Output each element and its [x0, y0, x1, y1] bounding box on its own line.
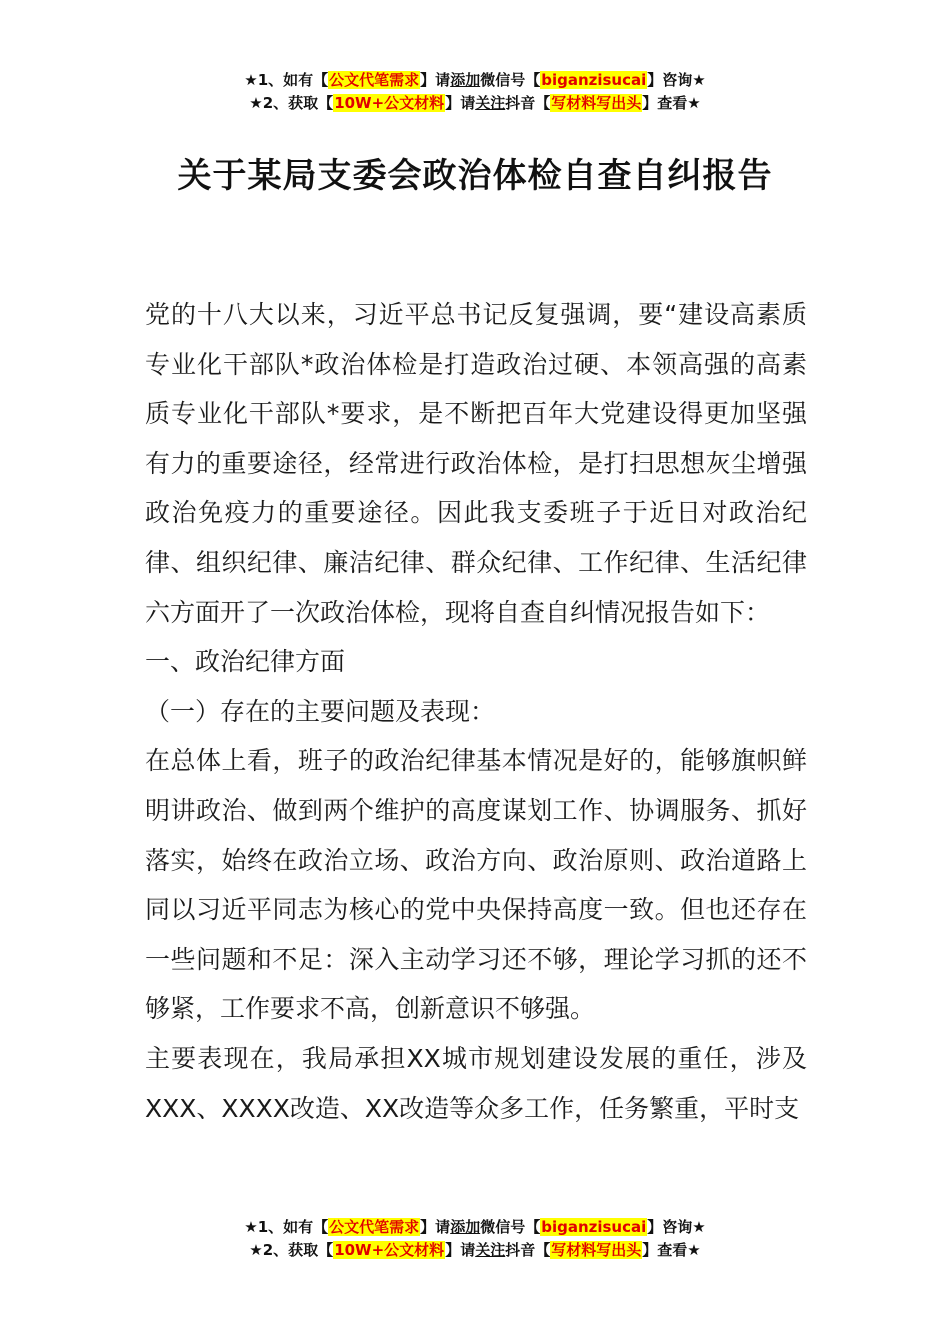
banner-text: ★2、获取【 — [249, 94, 334, 112]
section-heading: 一、政治纪律方面 — [145, 647, 346, 677]
bottom-banner — [0, 1216, 950, 1262]
banner-text: 抖音【 — [505, 94, 551, 112]
document-title: 关于某局支委会政治体检自查自纠报告 — [177, 156, 773, 196]
banner-highlight: 10W+公文材料 — [334, 1241, 445, 1259]
banner-text: 】查看★ — [642, 1241, 701, 1259]
banner-line-1 — [0, 69, 950, 92]
banner-text: 】查看★ — [642, 94, 701, 112]
paragraph: 在总体上看，班子的政治纪律基本情况是好的，能够旗帜鲜明讲政治、做到两个维护的高度谋划工作、协调服务、抓好落实，始终在政治立场、政治方向、政治原则、政治道路上同以习近平同志为核心的党中央保持高度一致。但也还存在一些问题和不足：深入主动学习还不够，理论学习抓的还不够紧，工作要求不高，创新意识不够强。 — [145, 746, 807, 1024]
banner-text: 】请 — [445, 94, 476, 112]
banner-highlight: biganzisucai — [541, 1218, 647, 1236]
document-body — [145, 290, 807, 1133]
banner-line-1 — [0, 1216, 950, 1239]
banner-underline: 关注 — [475, 1241, 506, 1259]
paragraph: 主要表现在，我局承担XX城市规划建设发展的重任，涉及XXX、XXXX改造、XX改造等众多工作，任务繁重，平时支 — [145, 1043, 807, 1123]
banner-text: 】咨询★ — [647, 1218, 706, 1236]
banner-text: ★2、获取【 — [249, 1241, 334, 1259]
banner-underline: 添加 — [450, 1218, 481, 1236]
banner-highlight: 写材料写出头 — [551, 94, 642, 112]
banner-line-2 — [0, 1239, 950, 1262]
banner-highlight: 公文代笔需求 — [329, 1218, 420, 1236]
paragraph-intro: 党的十八大以来，习近平总书记反复强调，要“建设高素质专业化干部队*政治体检是打造政治过硬、本领高强的高素质专业化干部队*要求，是不断把百年大党建设得更加坚强有力的重要途径，经常进行政治体检，是打扫思想灰尘增强政治免疫力的重要途径。因此我支委班子于近日对政治纪律、组织纪律、廉洁纪律、群众纪律、工作纪律、生活纪律六方面开了一次政治体检，现将自查自纠情况报告如下： — [145, 300, 807, 627]
banner-highlight: 公文代笔需求 — [329, 71, 420, 89]
banner-highlight: 写材料写出头 — [551, 1241, 642, 1259]
subsection-heading: （一）存在的主要问题及表现： — [145, 696, 496, 726]
banner-text: 】咨询★ — [647, 71, 706, 89]
banner-underline: 关注 — [475, 94, 506, 112]
banner-text: 】请 — [420, 71, 451, 89]
banner-underline: 添加 — [450, 71, 481, 89]
banner-text: 微信号【 — [480, 71, 541, 89]
banner-highlight: biganzisucai — [541, 71, 647, 89]
banner-text: ★1、如有【 — [244, 1218, 329, 1236]
banner-highlight: 10W+公文材料 — [334, 94, 445, 112]
banner-text: 微信号【 — [480, 1218, 541, 1236]
banner-line-2 — [0, 92, 950, 115]
banner-text: 抖音【 — [505, 1241, 551, 1259]
banner-text: 】请 — [420, 1218, 451, 1236]
banner-text: ★1、如有【 — [244, 71, 329, 89]
banner-text: 】请 — [445, 1241, 476, 1259]
top-banner — [0, 69, 950, 115]
